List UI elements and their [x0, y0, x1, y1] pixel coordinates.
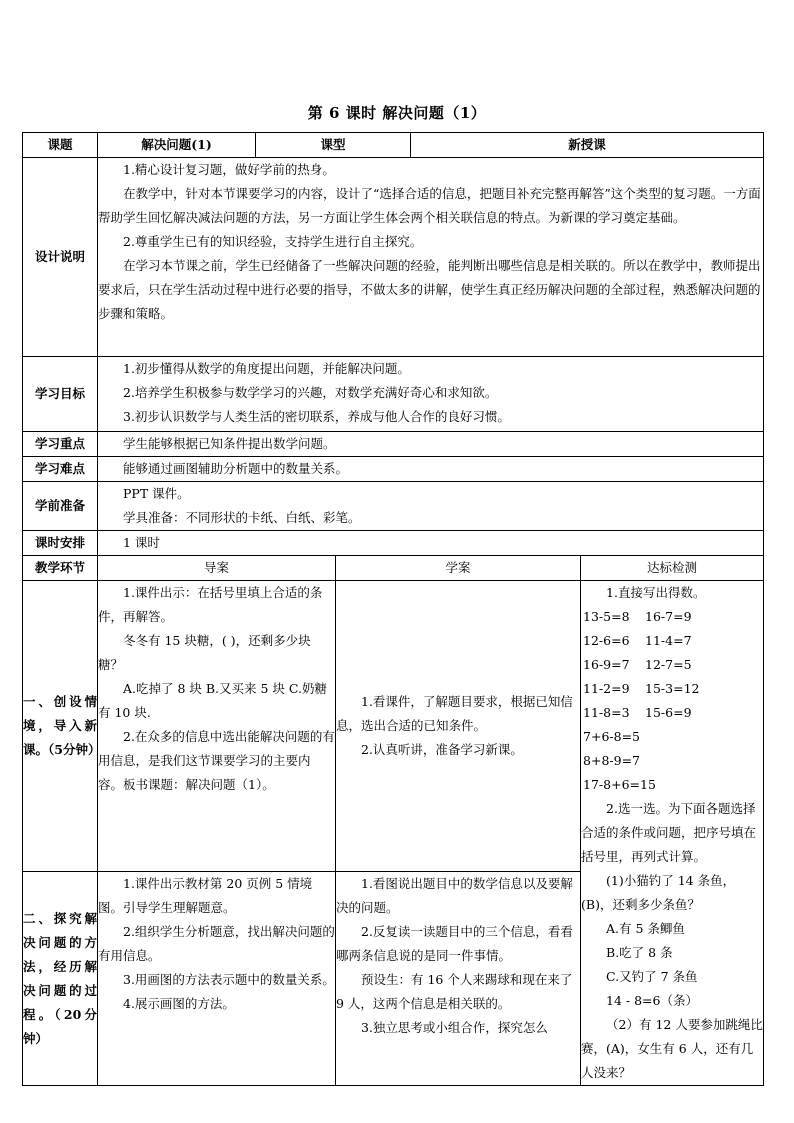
design-paragraph: 在学习本节课之前，学生已经储备了一些解决问题的经验，能判断出哪些信息是相关联的。所以在教学中，教师提出要求后，只在学生活动过程中进行必要的指导，不做太多的讲解，使学生真正经历解决问题的全部过程，熟悉解决问题的步骤和策略。: [98, 258, 761, 321]
check-option: B.吃了 8 条: [606, 945, 673, 960]
check-pair-list: [581, 605, 763, 797]
study-item: 1.看图说出题目中的数学信息以及要解决的问题。: [336, 876, 573, 916]
key-point-row: [23, 432, 764, 457]
check-pair: [583, 701, 763, 725]
check-q2-2: （2）有 12 人要参加跳绳比赛，(A)，女生有 6 人，还有几人没来？: [581, 1017, 763, 1080]
goal-item: 3.初步认识数学与人类生活的密切联系，养成与他人合作的良好习惯。: [123, 409, 510, 424]
guide-item: 3.用画图的方法表示题中的数量关系。: [123, 972, 335, 988]
check-option: C.又钓了 7 条鱼: [606, 969, 698, 984]
page-title: 第 6 课时 解决问题（1）: [307, 104, 487, 122]
check-expr: 15-3=12: [645, 681, 700, 696]
goals-label: 学习目标: [23, 357, 98, 432]
stage1-study: [336, 581, 581, 872]
prep-row: [23, 482, 764, 531]
check-pair: [583, 677, 763, 701]
check-expr: 11-8=3: [583, 705, 630, 720]
column-stage: 教学环节: [23, 556, 98, 581]
check-expr: 12-7=5: [645, 657, 692, 672]
stage2-label: 二、探究解决问题的方法，经历解决问题的过程。（20分钟）: [23, 872, 98, 1086]
check-single: 8+8-9=7: [583, 753, 640, 768]
topic-value: 解决问题(1): [98, 133, 256, 158]
study-item: 预设生：有 16 个人来踢球和现在来了 9 人，这两个信息是相关联的。: [336, 972, 573, 1012]
difficulty-label: 学习难点: [23, 457, 98, 482]
check-expr: 11-2=9: [583, 681, 630, 696]
key-point-text: 学生能够根据已知条件提出数学问题。: [123, 436, 336, 451]
goal-item: 2.培养学生积极参与数学学习的兴趣，对数学充满好奇心和求知欲。: [123, 385, 498, 400]
key-point-cell: [98, 432, 764, 457]
check-pair: [583, 653, 763, 677]
check-expr: 16-7=9: [645, 609, 692, 624]
check-column: [581, 581, 764, 1086]
schedule-row: [23, 531, 764, 556]
design-paragraph: 1.精心设计复习题，做好学前的热身。: [123, 162, 335, 177]
column-guide: 导案: [98, 556, 336, 581]
key-point-label: 学习重点: [23, 432, 98, 457]
stage1-row: [23, 581, 764, 872]
lesson-plan-table: [22, 132, 764, 1086]
topic-row: [23, 133, 764, 158]
columns-header-row: [23, 556, 764, 581]
difficulty-cell: [98, 457, 764, 482]
check-expr: 15-6=9: [645, 705, 692, 720]
guide-item: 2.在众多的信息中选出能解决问题的有用信息，是我们这节课要学习的主要内容。板书课题：解决问题（1）。: [98, 729, 335, 792]
topic-label: 课题: [23, 133, 98, 158]
check-single: 17-8+6=15: [583, 777, 656, 792]
guide-item: 1.课件出示：在括号里填上合适的条件，再解答。: [98, 585, 323, 624]
design-content: [98, 158, 764, 357]
design-paragraph: 在教学中，针对本节课要学习的内容，设计了“选择合适的信息，把题目补充完整再解答”这个类型的复习题。一方面帮助学生回忆解决减法问题的方法，另一方面让学生体会两个相关联信息的特点。为新课的学习奠定基础。: [98, 186, 761, 225]
study-item: 1.看课件，了解题目要求，根据已知信息，选出合适的已知条件。: [336, 694, 573, 734]
check-intro: 1.直接写出得数。: [606, 585, 706, 600]
study-item: 2.认真听讲，准备学习新课。: [361, 742, 523, 758]
goal-item: 1.初步懂得从数学的角度提出问题，并能解决问题。: [123, 361, 410, 376]
type-label: 课型: [256, 133, 411, 158]
check-q2-1: (1)小猫钓了 14 条鱼，(B)，还剩多少条鱼？: [581, 873, 736, 912]
design-row: [23, 158, 764, 357]
stage2-study: [336, 872, 581, 1086]
check-expr: 12-6=6: [583, 633, 630, 648]
check-single: 7+6-8=5: [583, 729, 640, 744]
stage2-guide: [98, 872, 336, 1086]
study-item: 3.独立思考或小组合作，探究怎么: [361, 1020, 548, 1036]
goals-row: [23, 357, 764, 432]
prep-item: 学具准备：不同形状的卡纸、白纸、彩笔。: [123, 510, 361, 525]
stage1-label: 一、创设情境，导入新课。（5分钟）: [23, 581, 98, 872]
guide-item: 冬冬有 15 块糖，( )，还剩多少块糖？: [98, 633, 311, 672]
check-option: A.有 5 条鲫鱼: [606, 921, 685, 936]
guide-item: 1.课件出示教材第 20 页例 5 情境图。引导学生理解题意。: [98, 876, 313, 916]
study-item: 2.反复读一读题目中的三个信息，看看哪两条信息说的是同一件事情。: [336, 924, 573, 964]
guide-item: 4.展示画图的方法。: [123, 996, 235, 1012]
check-option: 14 - 8=6（条）: [606, 993, 698, 1008]
check-expr: 16-9=7: [583, 657, 630, 672]
schedule-text: 1 课时: [123, 535, 160, 550]
design-paragraph: 2.尊重学生已有的知识经验，支持学生进行自主探究。: [123, 234, 423, 249]
goals-content: [98, 357, 764, 432]
column-check: 达标检测: [581, 556, 764, 581]
design-label: 设计说明: [23, 158, 98, 357]
check-pair: [583, 629, 763, 653]
prep-content: [98, 482, 764, 531]
schedule-label: 课时安排: [23, 531, 98, 556]
guide-item: 2.组织学生分析题意，找出解决问题的有用信息。: [98, 924, 335, 964]
schedule-cell: [98, 531, 764, 556]
prep-item: PPT 课件。: [123, 486, 190, 501]
check-q2: 2.选一选。为下面各题选择合适的条件或问题，把序号填在括号里，再列式计算。: [581, 801, 757, 864]
difficulty-row: [23, 457, 764, 482]
column-study: 学案: [336, 556, 581, 581]
type-value: 新授课: [411, 133, 764, 158]
check-expr: 13-5=8: [583, 609, 630, 624]
check-pair: [583, 605, 763, 629]
prep-label: 学前准备: [23, 482, 98, 531]
guide-item: A.吃掉了 8 块 B.又买来 5 块 C.奶糖有 10 块.: [98, 681, 327, 720]
check-expr: 11-4=7: [645, 633, 692, 648]
difficulty-text: 能够通过画图辅助分析题中的数量关系。: [123, 461, 349, 476]
stage1-guide: [98, 581, 336, 872]
